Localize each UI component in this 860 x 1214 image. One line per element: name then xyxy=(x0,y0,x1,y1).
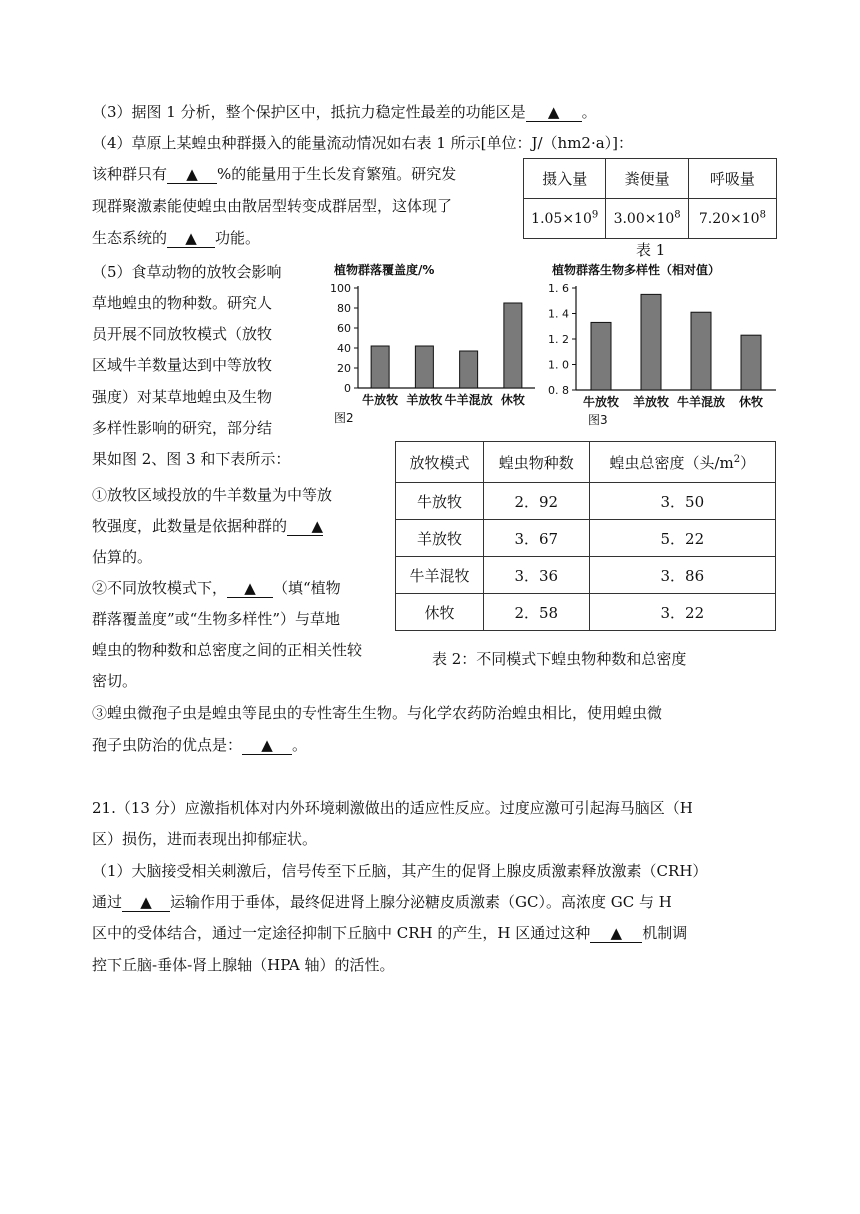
s1-line2: 牧强度，此数量是依据种群的 ▲ xyxy=(92,517,324,535)
y-tick-label: 1. 0 xyxy=(548,358,569,372)
s1-line3: 估算的。 xyxy=(92,548,153,566)
bar xyxy=(691,312,711,390)
table1-cell: $1.05\times 10^9$ xyxy=(524,199,606,239)
s2-line2: 群落覆盖度”或“生物多样性”）与草地 xyxy=(92,610,341,628)
y-tick-label: 60 xyxy=(337,322,351,335)
q4-line3: 现群聚激素能使蝗虫由散居型转变成群居型，这体现了 xyxy=(92,197,453,215)
s3-line2: 孢子虫防治的优点是： ▲ 。 xyxy=(92,736,308,754)
table2-cell: 2．92 xyxy=(483,483,589,520)
table2-cell: 休牧 xyxy=(396,594,484,631)
q21-line6: 控下丘脑-垂体-肾上腺轴（HPA 轴）的活性。 xyxy=(92,956,395,974)
table1-header: 粪便量 xyxy=(606,159,688,199)
s2-line3: 蝗虫的物种数和总密度之间的正相关性较 xyxy=(92,641,363,659)
table1 xyxy=(523,158,777,239)
figure-label: 图3 xyxy=(588,413,608,427)
q21-line2: 区）损伤，进而表现出抑郁症状。 xyxy=(92,830,318,848)
table2-caption: 表 2：不同模式下蝗虫物种数和总密度 xyxy=(432,650,687,668)
x-tick-label: 牛放牧 xyxy=(362,393,399,407)
table2-cell: 牛羊混牧 xyxy=(396,557,484,594)
x-tick-label: 牛羊混放 xyxy=(676,395,726,409)
q5-line: 草地蝗虫的物种数。研究人 xyxy=(92,294,273,312)
table1-caption: 表 1 xyxy=(636,241,666,259)
table1-header: 呼吸量 xyxy=(688,159,776,199)
chart-title: 植物群落生物多样性（相对值） xyxy=(552,263,721,277)
table2-cell: 3．36 xyxy=(483,557,589,594)
q5-line: 果如图 2、图 3 和下表所示： xyxy=(92,450,291,468)
x-tick-label: 羊放牧 xyxy=(632,395,670,409)
table2-cell: 5．22 xyxy=(589,520,775,557)
x-tick-label: 牛放牧 xyxy=(582,395,620,409)
y-tick-label: 1. 4 xyxy=(548,307,569,321)
answer-blank[interactable]: ▲ xyxy=(167,229,215,248)
y-tick-label: 80 xyxy=(337,302,351,315)
q5-line: 强度）对某草地蝗虫及生物 xyxy=(92,388,273,406)
answer-blank[interactable]: ▲ xyxy=(242,736,292,755)
q21-line4: 通过 ▲ 运输作用于垂体，最终促进肾上腺分泌糖皮质激素（GC）。高浓度 GC 与 H xyxy=(92,893,672,911)
s1-line1: ①放牧区域投放的牛羊数量为中等放 xyxy=(92,486,333,504)
q21-line3: （1）大脑接受相关刺激后，信号传至下丘脑，其产生的促肾上腺皮质激素释放激素（CRH） xyxy=(92,862,708,880)
table1-cell: $7.20\times 10^8$ xyxy=(688,199,776,239)
y-tick-label: 1. 6 xyxy=(548,282,569,295)
q21-line1: 21.（13 分）应激指机体对内外环境刺激做出的适应性反应。过度应激可引起海马脑区（H xyxy=(92,799,693,817)
bar xyxy=(415,346,433,388)
bar xyxy=(741,335,761,390)
y-tick-label: 100 xyxy=(330,282,351,295)
answer-blank[interactable]: ▲ xyxy=(122,893,170,912)
q3-line: （3）据图 1 分析，整个保护区中，抵抗力稳定性最差的功能区是 ▲ 。 xyxy=(92,103,597,121)
table2-cell: 3．67 xyxy=(483,520,589,557)
y-tick-label: 20 xyxy=(337,362,351,375)
table2-cell: 牛放牧 xyxy=(396,483,484,520)
q4-line2: 该种群只有 ▲ %的能量用于生长发育繁殖。研究发 xyxy=(92,165,457,183)
q4-line1: （4）草原上某蝗虫种群摄入的能量流动情况如右表 1 所示[单位：J/（hm2·a）]： xyxy=(92,134,634,152)
x-tick-label: 休牧 xyxy=(500,393,525,407)
table1-cell: $3.00\times 10^8$ xyxy=(606,199,688,239)
table2-cell: 3．86 xyxy=(589,557,775,594)
table2-cell: 3．50 xyxy=(589,483,775,520)
q21-line5: 区中的受体结合，通过一定途径抑制下丘脑中 CRH 的产生，H 区通过这种 ▲ 机制调 xyxy=(92,924,688,942)
q5-line: 员开展不同放牧模式（放牧 xyxy=(92,325,273,343)
s3-line1: ③蝗虫微孢子虫是蝗虫等昆虫的专性寄生生物。与化学农药防治蝗虫相比，使用蝗虫微 xyxy=(92,704,663,722)
bar xyxy=(591,322,611,390)
table2-header: 蝗虫总密度（头$/m^2$） xyxy=(589,442,775,483)
bar xyxy=(641,294,661,390)
bar xyxy=(371,346,389,388)
table2-cell: 2．58 xyxy=(483,594,589,631)
answer-blank[interactable]: ▲ xyxy=(526,103,582,122)
bar xyxy=(460,351,478,388)
answer-blank[interactable]: ▲ xyxy=(167,165,217,184)
y-tick-label: 1. 2 xyxy=(548,333,569,346)
x-tick-label: 羊放牧 xyxy=(406,393,443,407)
table1-header: 摄入量 xyxy=(524,159,606,199)
q5-line: （5）食草动物的放牧会影响 xyxy=(92,263,282,281)
bar xyxy=(504,303,522,388)
chart-title: 植物群落覆盖度/% xyxy=(334,263,435,277)
table2-cell: 羊放牧 xyxy=(396,520,484,557)
q4-line4: 生态系统的 ▲ 功能。 xyxy=(92,229,261,247)
x-tick-label: 牛羊混放 xyxy=(444,393,493,407)
q5-line: 多样性影响的研究，部分结 xyxy=(92,419,273,437)
figure-label: 图2 xyxy=(334,411,354,425)
q5-line: 区域牛羊数量达到中等放牧 xyxy=(92,356,273,374)
table2-cell: 3．22 xyxy=(589,594,775,631)
s2-line4: 密切。 xyxy=(92,672,138,690)
y-tick-label: 0 xyxy=(344,382,351,395)
table2-header: 蝗虫物种数 xyxy=(483,442,589,483)
table2-header: 放牧模式 xyxy=(396,442,484,483)
answer-blank[interactable]: ▲ xyxy=(287,517,323,536)
y-tick-label: 0. 8 xyxy=(548,384,569,397)
y-tick-label: 40 xyxy=(337,342,351,355)
table2 xyxy=(395,441,776,631)
answer-blank[interactable]: ▲ xyxy=(227,579,273,598)
s2-line1: ②不同放牧模式下， ▲ （填“植物 xyxy=(92,579,341,597)
chart-figure2 xyxy=(330,258,545,430)
x-tick-label: 休牧 xyxy=(738,395,764,409)
answer-blank[interactable]: ▲ xyxy=(590,924,642,943)
chart-figure3 xyxy=(540,258,785,430)
